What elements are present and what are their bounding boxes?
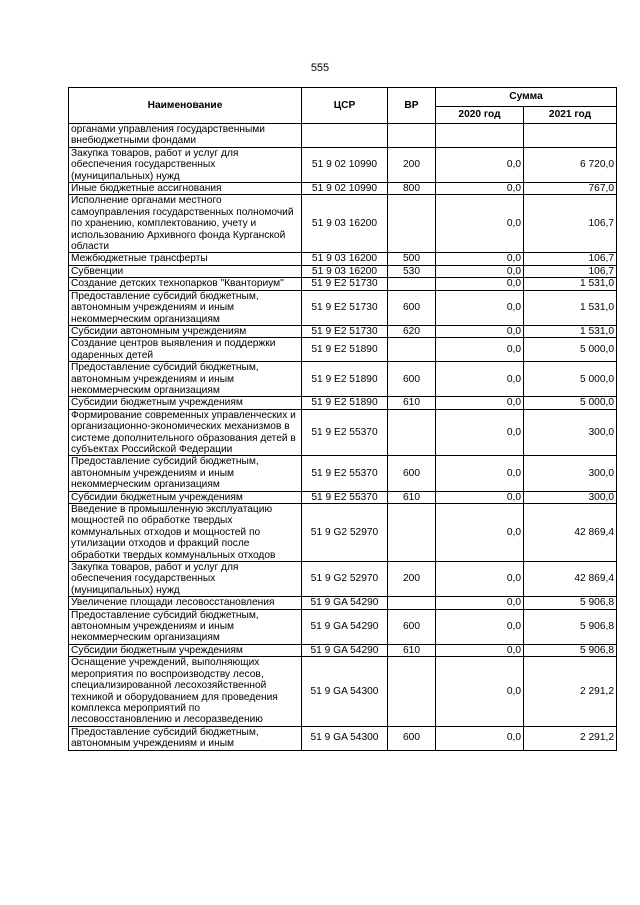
row-amount-2021: 5 906,8	[524, 597, 617, 609]
row-vr: 610	[388, 397, 436, 409]
page-number: 555	[310, 62, 330, 74]
row-vr: 610	[388, 644, 436, 656]
table-row	[69, 253, 617, 265]
row-amount-2020: 0,0	[436, 562, 524, 597]
row-amount-2021: 6 720,0	[524, 147, 617, 182]
table-row	[69, 491, 617, 503]
row-name: органами управления государственными внебюджетными фондами	[69, 124, 302, 148]
row-amount-2020: 0,0	[436, 491, 524, 503]
row-vr: 620	[388, 325, 436, 337]
row-amount-2021	[524, 124, 617, 148]
row-csr: 51 9 03 16200	[302, 265, 388, 277]
row-vr: 200	[388, 562, 436, 597]
row-vr: 600	[388, 726, 436, 750]
table-row	[69, 597, 617, 609]
row-name: Субсидии автономным учреждениям	[69, 325, 302, 337]
row-amount-2020: 0,0	[436, 290, 524, 325]
table-row	[69, 147, 617, 182]
row-csr: 51 9 03 16200	[302, 253, 388, 265]
row-amount-2021: 5 000,0	[524, 338, 617, 362]
row-amount-2020: 0,0	[436, 338, 524, 362]
row-amount-2020: 0,0	[436, 397, 524, 409]
table-row	[69, 562, 617, 597]
row-csr: 51 9 G2 52970	[302, 562, 388, 597]
header-year-2020: 2020 год	[436, 107, 524, 124]
row-amount-2020: 0,0	[436, 456, 524, 491]
table-row	[69, 409, 617, 456]
row-name: Формирование современных управленческих и организационно-экономических механизмов в системе дополнительного образования детей в субъектах Российской Федерации	[69, 409, 302, 456]
row-vr	[388, 657, 436, 726]
row-amount-2021: 5 906,8	[524, 644, 617, 656]
table-row	[69, 124, 617, 148]
row-csr: 51 9 E2 51890	[302, 397, 388, 409]
row-name: Предоставление субсидий бюджетным, автономным учреждениям и иным	[69, 726, 302, 750]
budget-table	[68, 87, 617, 751]
row-csr	[302, 124, 388, 148]
row-vr	[388, 124, 436, 148]
row-vr	[388, 278, 436, 290]
row-vr: 800	[388, 183, 436, 195]
table-row	[69, 644, 617, 656]
row-amount-2021: 1 531,0	[524, 325, 617, 337]
row-name: Исполнение органами местного самоуправления государственных полномочий по хранению, комплектованию, учету и использованию Архивного фонда Курганской области	[69, 195, 302, 253]
row-name: Межбюджетные трансферты	[69, 253, 302, 265]
row-vr: 200	[388, 147, 436, 182]
row-name: Предоставление субсидий бюджетным, автономным учреждениям и иным некоммерческим организациям	[69, 609, 302, 644]
row-name: Субсидии бюджетным учреждениям	[69, 644, 302, 656]
row-amount-2020: 0,0	[436, 265, 524, 277]
table-row	[69, 362, 617, 397]
table-row	[69, 278, 617, 290]
header-sum: Сумма	[436, 88, 617, 107]
row-vr: 600	[388, 362, 436, 397]
row-amount-2021: 5 000,0	[524, 362, 617, 397]
table-row	[69, 183, 617, 195]
row-vr: 600	[388, 456, 436, 491]
row-csr: 51 9 E2 51730	[302, 325, 388, 337]
table-row	[69, 265, 617, 277]
row-amount-2021: 2 291,2	[524, 657, 617, 726]
table-row	[69, 726, 617, 750]
row-amount-2021: 767,0	[524, 183, 617, 195]
table-row	[69, 397, 617, 409]
table-row	[69, 657, 617, 726]
row-amount-2021: 300,0	[524, 491, 617, 503]
row-amount-2020: 0,0	[436, 597, 524, 609]
row-name: Создание центров выявления и поддержки одаренных детей	[69, 338, 302, 362]
row-csr: 51 9 GA 54300	[302, 657, 388, 726]
table-row	[69, 456, 617, 491]
row-amount-2020: 0,0	[436, 195, 524, 253]
row-name: Введение в промышленную эксплуатацию мощностей по обработке твердых коммунальных отходов и мощностей по утилизации отходов и фракций после обработки твердых коммунальных отходов	[69, 504, 302, 562]
row-vr	[388, 409, 436, 456]
table-row	[69, 290, 617, 325]
row-csr: 51 9 E2 55370	[302, 409, 388, 456]
table-row	[69, 609, 617, 644]
row-amount-2020: 0,0	[436, 183, 524, 195]
row-amount-2020: 0,0	[436, 726, 524, 750]
row-csr: 51 9 E2 51890	[302, 362, 388, 397]
row-name: Оснащение учреждений, выполняющих мероприятия по воспроизводству лесов, специализированной лесохозяйственной техникой и оборудованием для проведения комплекса мероприятий по лесовосстановлению и лесоразведению	[69, 657, 302, 726]
row-amount-2020: 0,0	[436, 504, 524, 562]
row-name: Создание детских технопарков "Кванториум"	[69, 278, 302, 290]
row-name: Субвенции	[69, 265, 302, 277]
row-csr: 51 9 03 16200	[302, 195, 388, 253]
row-amount-2020: 0,0	[436, 278, 524, 290]
header-csr: ЦСР	[302, 88, 388, 124]
row-vr: 610	[388, 491, 436, 503]
row-name: Предоставление субсидий бюджетным, автономным учреждениям и иным некоммерческим организациям	[69, 290, 302, 325]
row-amount-2020: 0,0	[436, 657, 524, 726]
row-amount-2020: 0,0	[436, 609, 524, 644]
row-amount-2021: 106,7	[524, 195, 617, 253]
row-csr: 51 9 GA 54300	[302, 726, 388, 750]
header-name: Наименование	[69, 88, 302, 124]
row-vr: 600	[388, 609, 436, 644]
row-amount-2020	[436, 124, 524, 148]
row-amount-2020: 0,0	[436, 362, 524, 397]
row-vr	[388, 195, 436, 253]
row-csr: 51 9 GA 54290	[302, 609, 388, 644]
row-name: Закупка товаров, работ и услуг для обеспечения государственных (муниципальных) нужд	[69, 562, 302, 597]
row-name: Увеличение площади лесовосстановления	[69, 597, 302, 609]
row-csr: 51 9 E2 51890	[302, 338, 388, 362]
row-amount-2021: 106,7	[524, 265, 617, 277]
row-amount-2021: 42 869,4	[524, 504, 617, 562]
row-amount-2021: 42 869,4	[524, 562, 617, 597]
row-vr: 600	[388, 290, 436, 325]
row-csr: 51 9 GA 54290	[302, 644, 388, 656]
row-amount-2020: 0,0	[436, 325, 524, 337]
row-csr: 51 9 02 10990	[302, 147, 388, 182]
row-name: Предоставление субсидий бюджетным, автономным учреждениям и иным некоммерческим организациям	[69, 456, 302, 491]
row-vr	[388, 597, 436, 609]
row-vr: 530	[388, 265, 436, 277]
header-year-2021: 2021 год	[524, 107, 617, 124]
row-amount-2020: 0,0	[436, 644, 524, 656]
table-body	[69, 124, 617, 751]
row-amount-2021: 1 531,0	[524, 290, 617, 325]
row-amount-2021: 2 291,2	[524, 726, 617, 750]
row-amount-2021: 106,7	[524, 253, 617, 265]
row-vr	[388, 504, 436, 562]
row-csr: 51 9 G2 52970	[302, 504, 388, 562]
row-amount-2020: 0,0	[436, 409, 524, 456]
row-name: Субсидии бюджетным учреждениям	[69, 491, 302, 503]
row-amount-2020: 0,0	[436, 253, 524, 265]
row-amount-2021: 5 906,8	[524, 609, 617, 644]
row-amount-2020: 0,0	[436, 147, 524, 182]
row-csr: 51 9 E2 55370	[302, 456, 388, 491]
row-amount-2021: 1 531,0	[524, 278, 617, 290]
row-csr: 51 9 E2 51730	[302, 278, 388, 290]
row-vr	[388, 338, 436, 362]
row-name: Предоставление субсидий бюджетным, автономным учреждениям и иным некоммерческим организациям	[69, 362, 302, 397]
row-amount-2021: 300,0	[524, 409, 617, 456]
row-csr: 51 9 E2 51730	[302, 290, 388, 325]
row-amount-2021: 300,0	[524, 456, 617, 491]
row-csr: 51 9 GA 54290	[302, 597, 388, 609]
row-csr: 51 9 02 10990	[302, 183, 388, 195]
table-row	[69, 504, 617, 562]
row-name: Субсидии бюджетным учреждениям	[69, 397, 302, 409]
row-amount-2021: 5 000,0	[524, 397, 617, 409]
table-row	[69, 195, 617, 253]
table-row	[69, 325, 617, 337]
row-csr: 51 9 E2 55370	[302, 491, 388, 503]
row-name: Иные бюджетные ассигнования	[69, 183, 302, 195]
row-vr: 500	[388, 253, 436, 265]
header-vr: ВР	[388, 88, 436, 124]
table-row	[69, 338, 617, 362]
row-name: Закупка товаров, работ и услуг для обеспечения государственных (муниципальных) нужд	[69, 147, 302, 182]
